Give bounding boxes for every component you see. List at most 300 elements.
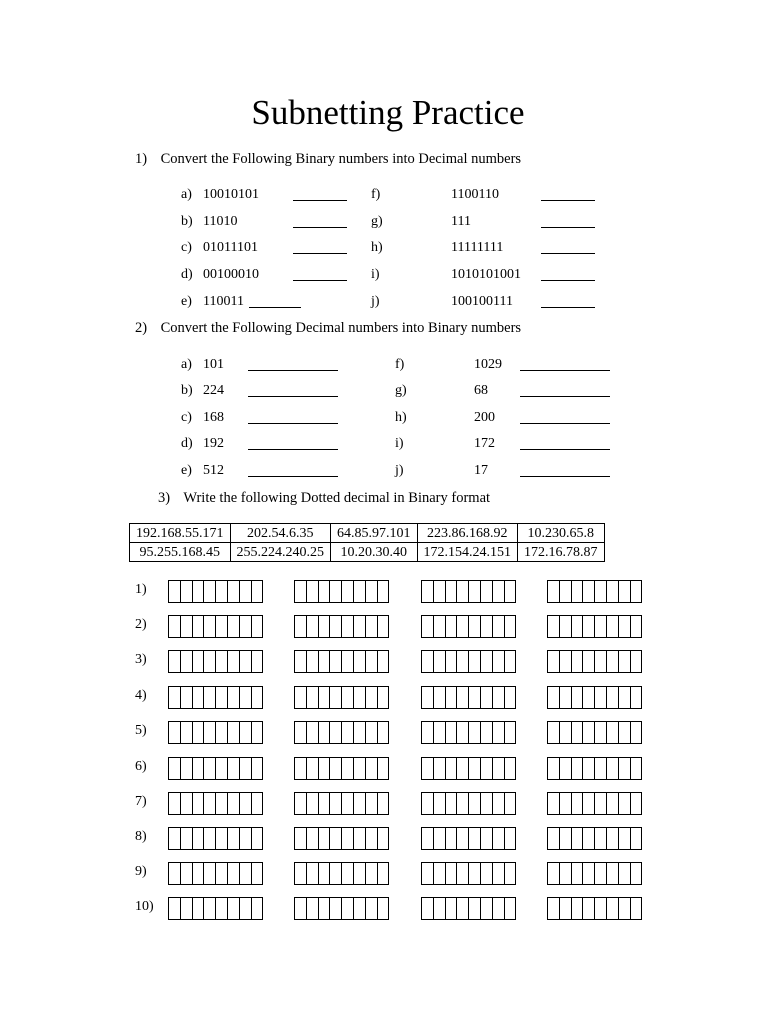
bit-box[interactable] (457, 793, 469, 814)
bit-box[interactable] (181, 828, 193, 849)
bit-box[interactable] (307, 898, 319, 919)
bit-box[interactable] (240, 616, 252, 637)
answer-line[interactable] (293, 227, 347, 228)
bit-box[interactable] (619, 581, 631, 602)
bit-box[interactable] (572, 722, 584, 743)
bit-box[interactable] (607, 793, 619, 814)
bit-box[interactable] (446, 722, 458, 743)
bit-box[interactable] (595, 687, 607, 708)
bit-box[interactable] (548, 616, 560, 637)
bit-box[interactable] (307, 793, 319, 814)
bit-box[interactable] (169, 898, 181, 919)
bit-box[interactable] (583, 758, 595, 779)
bit-box[interactable] (572, 828, 584, 849)
bit-box[interactable] (505, 758, 517, 779)
bit-box[interactable] (457, 616, 469, 637)
bit-box[interactable] (252, 828, 264, 849)
bit-box[interactable] (505, 581, 517, 602)
answer-line[interactable] (248, 370, 338, 371)
bit-box[interactable] (240, 828, 252, 849)
bit-box[interactable] (493, 758, 505, 779)
bit-box[interactable] (354, 722, 366, 743)
bit-box[interactable] (446, 687, 458, 708)
bit-box[interactable] (204, 863, 216, 884)
bit-box[interactable] (469, 793, 481, 814)
bit-box[interactable] (560, 616, 572, 637)
bit-box[interactable] (204, 581, 216, 602)
bit-box[interactable] (446, 758, 458, 779)
bit-box[interactable] (181, 793, 193, 814)
bit-box[interactable] (446, 898, 458, 919)
bit-box[interactable] (481, 863, 493, 884)
bit-box[interactable] (481, 898, 493, 919)
bit-box[interactable] (295, 651, 307, 672)
bit-box[interactable] (354, 793, 366, 814)
bit-box[interactable] (330, 863, 342, 884)
bit-box[interactable] (181, 616, 193, 637)
bit-box[interactable] (228, 898, 240, 919)
bit-box[interactable] (583, 651, 595, 672)
bit-box[interactable] (481, 616, 493, 637)
bit-box[interactable] (560, 758, 572, 779)
bit-box[interactable] (295, 758, 307, 779)
bit-box[interactable] (378, 581, 390, 602)
answer-line[interactable] (248, 476, 338, 477)
bit-box[interactable] (469, 828, 481, 849)
bit-box[interactable] (505, 898, 517, 919)
bit-box[interactable] (169, 687, 181, 708)
bit-box[interactable] (330, 758, 342, 779)
bit-box[interactable] (378, 828, 390, 849)
bit-box[interactable] (560, 863, 572, 884)
bit-box[interactable] (181, 863, 193, 884)
bit-box[interactable] (252, 687, 264, 708)
bit-box[interactable] (422, 863, 434, 884)
bit-box[interactable] (240, 898, 252, 919)
bit-box[interactable] (572, 581, 584, 602)
bit-box[interactable] (354, 863, 366, 884)
bit-box[interactable] (240, 581, 252, 602)
bit-box[interactable] (252, 898, 264, 919)
answer-line[interactable] (520, 423, 610, 424)
answer-line[interactable] (248, 449, 338, 450)
bit-box[interactable] (446, 863, 458, 884)
bit-box[interactable] (378, 722, 390, 743)
bit-box[interactable] (193, 863, 205, 884)
bit-box[interactable] (204, 651, 216, 672)
bit-box[interactable] (366, 863, 378, 884)
bit-box[interactable] (366, 651, 378, 672)
bit-box[interactable] (204, 758, 216, 779)
bit-box[interactable] (252, 758, 264, 779)
bit-box[interactable] (548, 828, 560, 849)
bit-box[interactable] (631, 898, 643, 919)
bit-box[interactable] (434, 616, 446, 637)
bit-box[interactable] (169, 651, 181, 672)
bit-box[interactable] (252, 581, 264, 602)
bit-box[interactable] (422, 898, 434, 919)
bit-box[interactable] (434, 828, 446, 849)
bit-box[interactable] (457, 863, 469, 884)
bit-box[interactable] (607, 898, 619, 919)
bit-box[interactable] (631, 828, 643, 849)
answer-line[interactable] (520, 370, 610, 371)
bit-box[interactable] (548, 687, 560, 708)
bit-box[interactable] (169, 793, 181, 814)
bit-box[interactable] (342, 616, 354, 637)
bit-box[interactable] (354, 687, 366, 708)
answer-line[interactable] (293, 200, 347, 201)
bit-box[interactable] (560, 722, 572, 743)
bit-box[interactable] (181, 722, 193, 743)
bit-box[interactable] (366, 828, 378, 849)
bit-box[interactable] (572, 758, 584, 779)
bit-box[interactable] (240, 758, 252, 779)
bit-box[interactable] (583, 616, 595, 637)
bit-box[interactable] (560, 687, 572, 708)
bit-box[interactable] (481, 828, 493, 849)
bit-box[interactable] (307, 651, 319, 672)
bit-box[interactable] (330, 616, 342, 637)
bit-box[interactable] (354, 758, 366, 779)
bit-box[interactable] (330, 687, 342, 708)
bit-box[interactable] (342, 687, 354, 708)
bit-box[interactable] (252, 863, 264, 884)
bit-box[interactable] (481, 651, 493, 672)
bit-box[interactable] (469, 898, 481, 919)
bit-box[interactable] (619, 616, 631, 637)
bit-box[interactable] (228, 758, 240, 779)
bit-box[interactable] (572, 898, 584, 919)
bit-box[interactable] (595, 828, 607, 849)
bit-box[interactable] (307, 722, 319, 743)
bit-box[interactable] (422, 793, 434, 814)
bit-box[interactable] (422, 581, 434, 602)
bit-box[interactable] (319, 616, 331, 637)
bit-box[interactable] (595, 793, 607, 814)
bit-box[interactable] (469, 581, 481, 602)
bit-box[interactable] (354, 898, 366, 919)
bit-box[interactable] (193, 722, 205, 743)
bit-box[interactable] (631, 581, 643, 602)
bit-box[interactable] (295, 828, 307, 849)
bit-box[interactable] (607, 616, 619, 637)
bit-box[interactable] (193, 616, 205, 637)
bit-box[interactable] (228, 581, 240, 602)
bit-box[interactable] (354, 651, 366, 672)
bit-box[interactable] (216, 793, 228, 814)
bit-box[interactable] (595, 581, 607, 602)
bit-box[interactable] (295, 793, 307, 814)
answer-line[interactable] (293, 280, 347, 281)
bit-box[interactable] (619, 828, 631, 849)
answer-line[interactable] (248, 396, 338, 397)
bit-box[interactable] (342, 581, 354, 602)
bit-box[interactable] (181, 581, 193, 602)
bit-box[interactable] (169, 863, 181, 884)
bit-box[interactable] (366, 581, 378, 602)
bit-box[interactable] (469, 722, 481, 743)
bit-box[interactable] (548, 581, 560, 602)
bit-box[interactable] (631, 863, 643, 884)
bit-box[interactable] (607, 722, 619, 743)
bit-box[interactable] (469, 651, 481, 672)
bit-box[interactable] (422, 758, 434, 779)
bit-box[interactable] (169, 722, 181, 743)
bit-box[interactable] (446, 616, 458, 637)
bit-box[interactable] (204, 828, 216, 849)
bit-box[interactable] (216, 651, 228, 672)
bit-box[interactable] (307, 758, 319, 779)
bit-box[interactable] (572, 616, 584, 637)
bit-box[interactable] (619, 863, 631, 884)
bit-box[interactable] (481, 722, 493, 743)
bit-box[interactable] (193, 581, 205, 602)
bit-box[interactable] (252, 616, 264, 637)
bit-box[interactable] (330, 581, 342, 602)
bit-box[interactable] (583, 687, 595, 708)
bit-box[interactable] (252, 793, 264, 814)
bit-box[interactable] (216, 616, 228, 637)
bit-box[interactable] (434, 722, 446, 743)
bit-box[interactable] (228, 687, 240, 708)
bit-box[interactable] (354, 581, 366, 602)
bit-box[interactable] (307, 863, 319, 884)
answer-line[interactable] (541, 253, 595, 254)
bit-box[interactable] (216, 898, 228, 919)
bit-box[interactable] (631, 616, 643, 637)
bit-box[interactable] (595, 722, 607, 743)
bit-box[interactable] (342, 758, 354, 779)
bit-box[interactable] (307, 828, 319, 849)
bit-box[interactable] (216, 722, 228, 743)
bit-box[interactable] (366, 722, 378, 743)
bit-box[interactable] (505, 863, 517, 884)
bit-box[interactable] (607, 758, 619, 779)
bit-box[interactable] (505, 793, 517, 814)
bit-box[interactable] (240, 651, 252, 672)
bit-box[interactable] (493, 687, 505, 708)
bit-box[interactable] (548, 722, 560, 743)
bit-box[interactable] (446, 793, 458, 814)
bit-box[interactable] (319, 793, 331, 814)
bit-box[interactable] (342, 828, 354, 849)
bit-box[interactable] (583, 722, 595, 743)
answer-line[interactable] (248, 423, 338, 424)
bit-box[interactable] (607, 687, 619, 708)
answer-line[interactable] (520, 476, 610, 477)
bit-box[interactable] (169, 581, 181, 602)
answer-line[interactable] (541, 227, 595, 228)
bit-box[interactable] (319, 581, 331, 602)
bit-box[interactable] (434, 651, 446, 672)
bit-box[interactable] (204, 616, 216, 637)
bit-box[interactable] (631, 758, 643, 779)
bit-box[interactable] (481, 758, 493, 779)
bit-box[interactable] (607, 651, 619, 672)
bit-box[interactable] (319, 758, 331, 779)
bit-box[interactable] (193, 687, 205, 708)
bit-box[interactable] (319, 651, 331, 672)
bit-box[interactable] (216, 687, 228, 708)
bit-box[interactable] (228, 616, 240, 637)
bit-box[interactable] (619, 722, 631, 743)
answer-line[interactable] (249, 307, 301, 308)
bit-box[interactable] (193, 898, 205, 919)
bit-box[interactable] (366, 898, 378, 919)
bit-box[interactable] (240, 722, 252, 743)
bit-box[interactable] (493, 616, 505, 637)
bit-box[interactable] (169, 758, 181, 779)
bit-box[interactable] (481, 687, 493, 708)
bit-box[interactable] (216, 863, 228, 884)
bit-box[interactable] (330, 898, 342, 919)
bit-box[interactable] (378, 651, 390, 672)
bit-box[interactable] (595, 863, 607, 884)
bit-box[interactable] (354, 828, 366, 849)
answer-line[interactable] (520, 396, 610, 397)
bit-box[interactable] (422, 722, 434, 743)
bit-box[interactable] (319, 722, 331, 743)
bit-box[interactable] (169, 616, 181, 637)
bit-box[interactable] (505, 687, 517, 708)
bit-box[interactable] (228, 722, 240, 743)
bit-box[interactable] (631, 722, 643, 743)
bit-box[interactable] (295, 863, 307, 884)
bit-box[interactable] (619, 793, 631, 814)
bit-box[interactable] (583, 898, 595, 919)
bit-box[interactable] (422, 616, 434, 637)
bit-box[interactable] (595, 758, 607, 779)
bit-box[interactable] (560, 828, 572, 849)
bit-box[interactable] (505, 722, 517, 743)
bit-box[interactable] (619, 758, 631, 779)
bit-box[interactable] (572, 651, 584, 672)
bit-box[interactable] (560, 793, 572, 814)
bit-box[interactable] (181, 651, 193, 672)
bit-box[interactable] (469, 758, 481, 779)
bit-box[interactable] (560, 651, 572, 672)
bit-box[interactable] (307, 687, 319, 708)
bit-box[interactable] (548, 651, 560, 672)
bit-box[interactable] (595, 651, 607, 672)
bit-box[interactable] (181, 758, 193, 779)
bit-box[interactable] (295, 581, 307, 602)
bit-box[interactable] (342, 651, 354, 672)
bit-box[interactable] (493, 863, 505, 884)
bit-box[interactable] (481, 581, 493, 602)
bit-box[interactable] (342, 863, 354, 884)
bit-box[interactable] (493, 898, 505, 919)
bit-box[interactable] (595, 616, 607, 637)
bit-box[interactable] (228, 828, 240, 849)
bit-box[interactable] (216, 758, 228, 779)
bit-box[interactable] (457, 651, 469, 672)
bit-box[interactable] (378, 687, 390, 708)
bit-box[interactable] (193, 758, 205, 779)
bit-box[interactable] (493, 828, 505, 849)
bit-box[interactable] (228, 793, 240, 814)
bit-box[interactable] (354, 616, 366, 637)
bit-box[interactable] (319, 828, 331, 849)
bit-box[interactable] (469, 863, 481, 884)
bit-box[interactable] (378, 758, 390, 779)
bit-box[interactable] (619, 898, 631, 919)
bit-box[interactable] (228, 863, 240, 884)
bit-box[interactable] (457, 758, 469, 779)
bit-box[interactable] (366, 616, 378, 637)
bit-box[interactable] (319, 898, 331, 919)
bit-box[interactable] (181, 687, 193, 708)
answer-line[interactable] (293, 253, 347, 254)
bit-box[interactable] (434, 793, 446, 814)
bit-box[interactable] (505, 828, 517, 849)
bit-box[interactable] (307, 581, 319, 602)
bit-box[interactable] (560, 581, 572, 602)
bit-box[interactable] (583, 793, 595, 814)
bit-box[interactable] (216, 581, 228, 602)
answer-line[interactable] (541, 280, 595, 281)
bit-box[interactable] (378, 616, 390, 637)
bit-box[interactable] (295, 898, 307, 919)
bit-box[interactable] (493, 722, 505, 743)
bit-box[interactable] (446, 581, 458, 602)
bit-box[interactable] (548, 758, 560, 779)
bit-box[interactable] (342, 722, 354, 743)
bit-box[interactable] (169, 828, 181, 849)
bit-box[interactable] (434, 581, 446, 602)
bit-box[interactable] (572, 863, 584, 884)
bit-box[interactable] (434, 863, 446, 884)
bit-box[interactable] (193, 793, 205, 814)
bit-box[interactable] (505, 651, 517, 672)
bit-box[interactable] (342, 793, 354, 814)
bit-box[interactable] (193, 651, 205, 672)
bit-box[interactable] (631, 687, 643, 708)
answer-line[interactable] (541, 200, 595, 201)
bit-box[interactable] (469, 616, 481, 637)
bit-box[interactable] (295, 616, 307, 637)
bit-box[interactable] (366, 793, 378, 814)
bit-box[interactable] (319, 863, 331, 884)
bit-box[interactable] (252, 722, 264, 743)
answer-line[interactable] (541, 307, 595, 308)
bit-box[interactable] (240, 793, 252, 814)
bit-box[interactable] (560, 898, 572, 919)
bit-box[interactable] (457, 722, 469, 743)
bit-box[interactable] (493, 793, 505, 814)
bit-box[interactable] (631, 651, 643, 672)
bit-box[interactable] (204, 898, 216, 919)
bit-box[interactable] (446, 651, 458, 672)
bit-box[interactable] (240, 863, 252, 884)
bit-box[interactable] (607, 828, 619, 849)
bit-box[interactable] (216, 828, 228, 849)
bit-box[interactable] (434, 758, 446, 779)
bit-box[interactable] (619, 651, 631, 672)
bit-box[interactable] (422, 651, 434, 672)
bit-box[interactable] (204, 722, 216, 743)
bit-box[interactable] (330, 793, 342, 814)
bit-box[interactable] (366, 758, 378, 779)
bit-box[interactable] (330, 828, 342, 849)
bit-box[interactable] (422, 687, 434, 708)
bit-box[interactable] (619, 687, 631, 708)
bit-box[interactable] (378, 793, 390, 814)
bit-box[interactable] (228, 651, 240, 672)
bit-box[interactable] (446, 828, 458, 849)
bit-box[interactable] (505, 616, 517, 637)
